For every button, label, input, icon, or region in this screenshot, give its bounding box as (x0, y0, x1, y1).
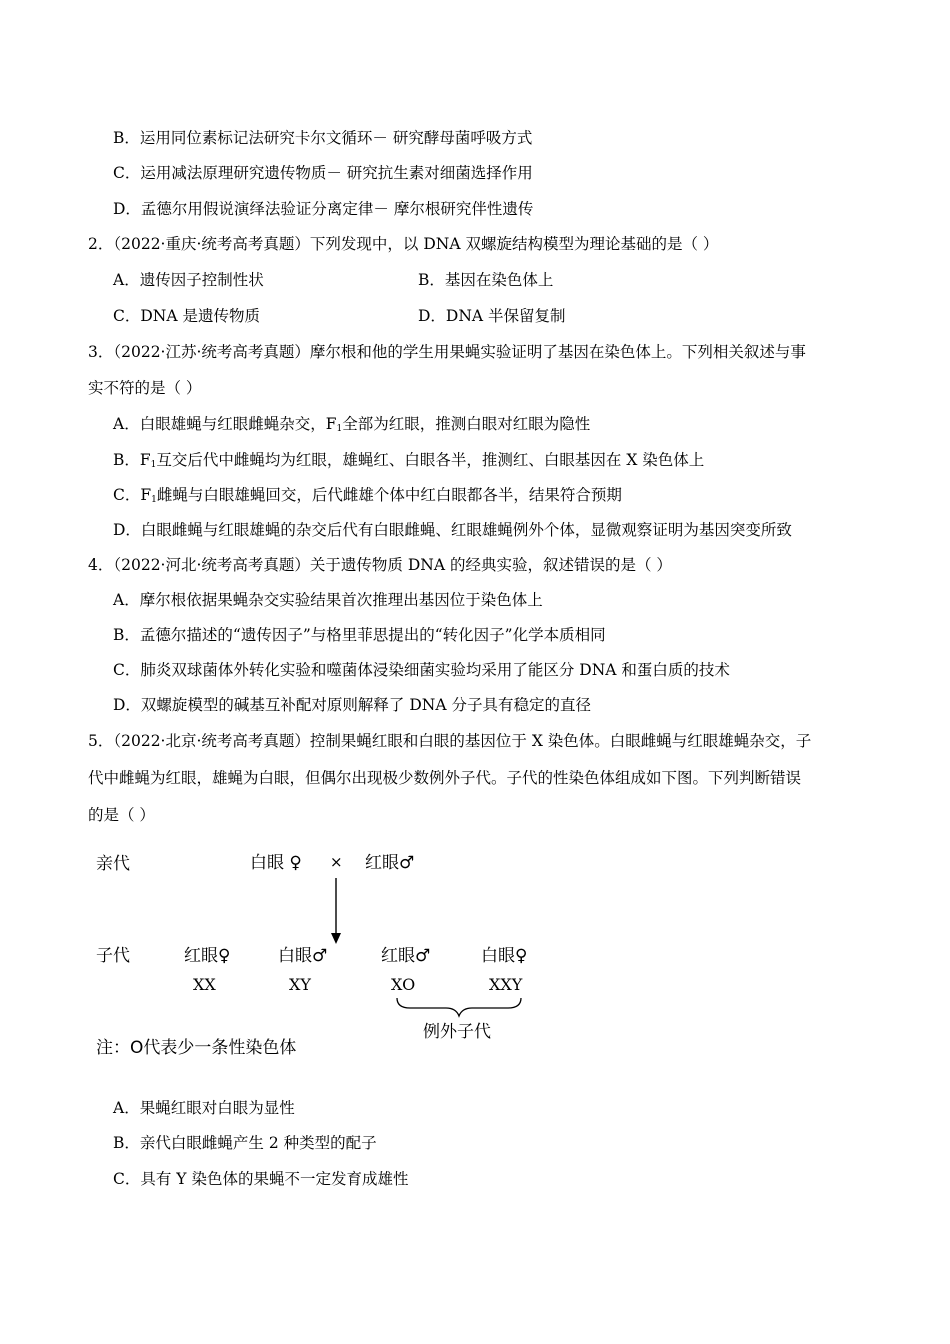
offspring-genotype-3: XO (391, 975, 416, 994)
q5-stem-line3: 的是（ ） (88, 806, 155, 824)
exception-offspring-label: 例外子代 (423, 1022, 491, 1042)
q4-option-c: C．肺炎双球菌体外转化实验和噬菌体浸染细菌实验均采用了能区分 DNA 和蛋白质的技术 (113, 661, 730, 679)
offspring-phenotype-4: 白眼♀ (481, 946, 528, 966)
q2-option-a: A．遗传因子控制性状 (113, 271, 264, 289)
descent-arrow-head (331, 933, 341, 944)
parent-generation-label: 亲代 (96, 854, 130, 874)
q3-stem-line1: 3．（2022·江苏·统考高考真题）摩尔根和他的学生用果蝇实验证明了基因在染色体上。下列相关叙述与事 (88, 343, 806, 361)
q5-stem-line1: 5．（2022·北京·统考高考真题）控制果蝇红眼和白眼的基因位于 X 染色体。白眼雌蝇与红眼雄蝇杂交，子 (88, 732, 812, 750)
parent-female-label: 白眼 ♀ (250, 853, 302, 873)
offspring-genotype-1: XX (193, 975, 216, 994)
q5-option-c: C．具有 Y 染色体的果蝇不一定发育成雄性 (113, 1170, 409, 1188)
exception-brace (397, 998, 521, 1016)
q3-option-b: B．$F_1$互交后代中雌蝇均为红眼，雄蝇红、白眼各半，推测红、白眼基因在 X 染色体上 (113, 451, 705, 470)
q1-option-b: B．运用同位素标记法研究卡尔文循环－ 研究酵母菌呼吸方式 (113, 129, 533, 147)
q2-option-c: C．DNA 是遗传物质 (113, 307, 260, 325)
q5-option-a: A．果蝇红眼对白眼为显性 (113, 1099, 295, 1117)
q5-stem-line2: 代中雌蝇为红眼，雄蝇为白眼，但偶尔出现极少数例外子代。子代的性染色体组成如下图。下列判断错误 (88, 769, 802, 787)
q2-option-d: D．DNA 半保留复制 (418, 307, 566, 325)
offspring-generation-label: 子代 (96, 946, 130, 966)
q4-option-d: D．双螺旋模型的碱基互补配对原则解释了 DNA 分子具有稳定的直径 (113, 696, 591, 714)
q2-stem: 2．（2022·重庆·统考高考真题）下列发现中，以 DNA 双螺旋结构模型为理论基础的是（ ） (88, 235, 719, 253)
q2-option-b: B．基因在染色体上 (418, 271, 554, 289)
q4-option-a: A．摩尔根依据果蝇杂交实验结果首次推理出基因位于染色体上 (113, 591, 543, 609)
q1-option-d: D．孟德尔用假说演绎法验证分离定律－ 摩尔根研究伴性遗传 (113, 200, 534, 218)
offspring-genotype-4: XXY (489, 975, 523, 994)
q3-option-a: A．白眼雄蝇与红眼雌蝇杂交，$F_1$全部为红眼，推测白眼对红眼为隐性 (113, 415, 591, 434)
offspring-phenotype-3: 红眼♂ (381, 946, 431, 966)
q4-stem: 4．（2022·河北·统考高考真题）关于遗传物质 DNA 的经典实验，叙述错误的是（ ） (88, 556, 672, 574)
offspring-phenotype-2: 白眼♂ (278, 946, 328, 966)
q1-option-c: C．运用减法原理研究遗传物质－ 研究抗生素对细菌选择作用 (113, 164, 533, 182)
offspring-phenotype-1: 红眼♀ (184, 946, 231, 966)
cross-symbol: × (330, 853, 343, 871)
q5-option-b: B．亲代白眼雌蝇产生 2 种类型的配子 (113, 1134, 377, 1152)
q3-option-d: D．白眼雌蝇与红眼雄蝇的杂交后代有白眼雌蝇、红眼雄蝇例外个体，显微观察证明为基因突变所致 (113, 521, 792, 539)
q3-option-c: C．$F_1$雌蝇与白眼雄蝇回交，后代雌雄个体中红白眼都各半，结果符合预期 (113, 486, 622, 505)
figure-note: 注：O代表少一条性染色体 (96, 1038, 297, 1058)
q3-stem-line2: 实不符的是（ ） (88, 379, 202, 397)
parent-male-label: 红眼♂ (365, 853, 415, 873)
offspring-genotype-2: XY (289, 975, 311, 994)
q4-option-b: B．孟德尔描述的“遗传因子”与格里菲思提出的“转化因子”化学本质相同 (113, 626, 606, 644)
